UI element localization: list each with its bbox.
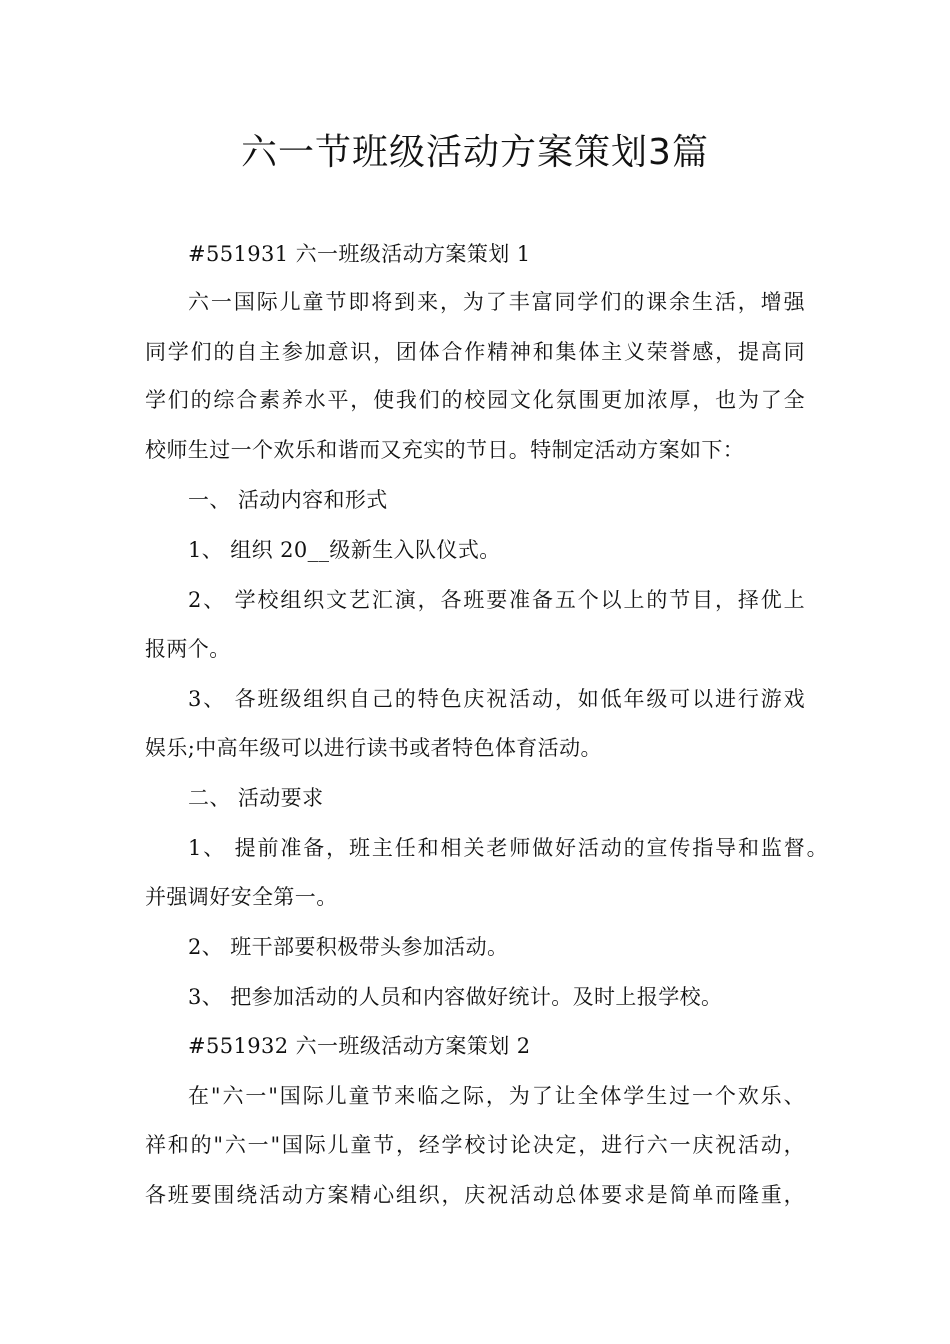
list-item: 3、 各班级组织自己的特色庆祝活动，如低年级可以进行游戏 <box>188 687 805 711</box>
document-title: 六一节班级活动方案策划3篇 <box>241 132 709 173</box>
list-item: 1、 提前准备，班主任和相关老师做好活动的宣传指导和监督。 <box>188 836 828 860</box>
paragraph-line: 娱乐;中高年级可以进行读书或者特色体育活动。 <box>145 736 602 760</box>
list-item: 1、 组织 20__级新生入队仪式。 <box>188 538 501 562</box>
paragraph-line: 六一国际儿童节即将到来，为了丰富同学们的课余生活，增强 <box>188 290 805 314</box>
paragraph-line: 学们的综合素养水平，使我们的校园文化氛围更加浓厚，也为了全 <box>145 388 805 412</box>
list-item: 3、 把参加活动的人员和内容做好统计。及时上报学校。 <box>188 985 723 1009</box>
section-heading-2: #551932 六一班级活动方案策划 2 <box>188 1034 531 1058</box>
section-heading-1: #551931 六一班级活动方案策划 1 <box>188 242 531 266</box>
paragraph-line: 报两个。 <box>145 637 231 661</box>
list-item: 2、 学校组织文艺汇演，各班要准备五个以上的节目，择优上 <box>188 588 805 612</box>
paragraph-line: 祥和的"六一"国际儿童节，经学校讨论决定，进行六一庆祝活动， <box>145 1133 805 1157</box>
paragraph-line: 同学们的自主参加意识，团体合作精神和集体主义荣誉感，提高同 <box>145 340 805 364</box>
list-item: 2、 班干部要积极带头参加活动。 <box>188 935 509 959</box>
paragraph-line: 并强调好安全第一。 <box>145 885 338 909</box>
outline-heading: 二、 活动要求 <box>188 786 324 810</box>
paragraph-line: 在"六一"国际儿童节来临之际，为了让全体学生过一个欢乐、 <box>188 1084 805 1108</box>
paragraph-line: 校师生过一个欢乐和谐而又充实的节日。特制定活动方案如下： <box>145 438 745 462</box>
outline-heading: 一、 活动内容和形式 <box>188 488 388 512</box>
paragraph-line: 各班要围绕活动方案精心组织，庆祝活动总体要求是简单而隆重， <box>145 1183 805 1207</box>
